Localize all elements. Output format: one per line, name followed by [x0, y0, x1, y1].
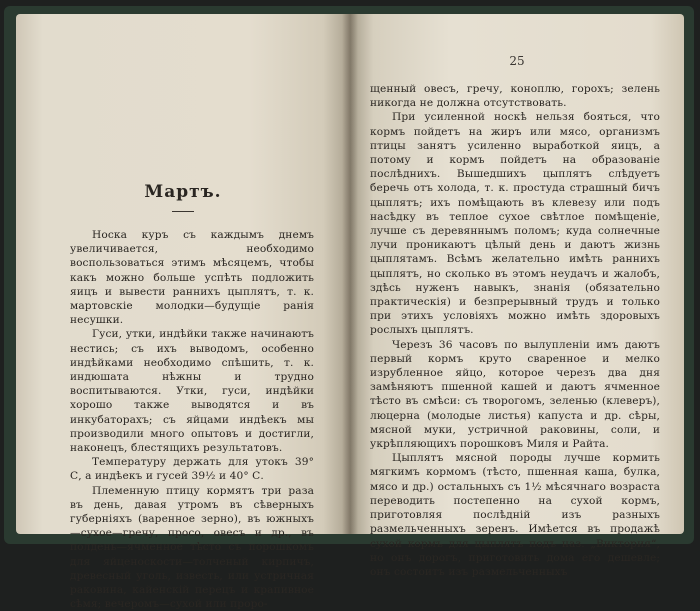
left-page-text: [70, 228, 314, 611]
right-page-text: [370, 82, 660, 579]
paragraph: Носка куръ съ каждымъ днемъ увеличивается, необходимо воспользоваться этимъ мѣсяцемъ, чтобы какъ можно больше успѣть подложить яицъ и вывести раннихъ цыплятъ, т. к. мартовскіе молодки—будущіе ранія несушки.: [70, 229, 314, 327]
chapter-title: Мартъ.: [144, 182, 222, 202]
page-number: 25: [509, 54, 525, 68]
paragraph: Племенную птицу кормятъ три раза въ день, давая утромъ въ сѣверныхъ губерніяхъ (варенное зерно), въ южныхъ—сухое—гречу, просо, овесъ и др., въ полдень—ячменное тѣсто съ порошкомъ для яйценоскости—толченый кирпичъ, древесный уголь, известь, или устричная раковина, кайенскій перецъ и крапивное сѣмя; вечеромъ—сухой или проро-: [70, 484, 314, 611]
paragraph: Температуру держать для утокъ 39° С, а индѣекъ и гусей 39½ и 40° С.: [70, 456, 314, 483]
open-book: [16, 14, 684, 611]
paragraph: При усиленной носкѣ нельзя бояться, что кормъ пойдетъ на жиръ или мясо, организмъ птицы занятъ усиленно выработкой яицъ, а потому и кормъ пойдетъ на образованіе послѣднихъ. Вышедшихъ цыплятъ слѣдуетъ беречь отъ холода, т. к. простуда страшный бичъ цыплятъ; ихъ помѣщають въ клевезу или подъ насѣдку въ теплое сухое свѣтлое помѣщеніе, лучше съ деревяннымъ поломъ; куда солнечные лучи проникаютъ цѣлый день и даютъ жизнь цыплятамъ. Всѣмъ желательно имѣть раннихъ цыплятъ, но сколько въ этомъ неудачъ и жалобъ, здѣсь нуженъ навыкъ, знанія (обязательно практическія) и безпрерывный трудъ и только при этихъ условіяхъ можно имѣть здоровыхъ рослыхъ цыплятъ.: [370, 111, 660, 337]
paragraph: щенный овесъ, гречу, коноплю, горохъ; зелень никогда не должна отсутствовать.: [370, 83, 660, 110]
paragraph: Черезъ 36 часовъ по вылупленіи имъ даютъ первый кормъ круто сваренное и мелко изрубленное яйцо, которое черезъ два дня замѣняютъ пшенной кашей и даютъ ячменное тѣсто въ смѣси: съ творогомъ, зеленью (клеверъ), люцерна (молодые листья) капуста и др. сѣры, мясной муки, устричной раковины, соли, и укрѣпляющихъ порошковъ Миля и Райта.: [370, 338, 660, 451]
paragraph: Цыплятъ мясной породы лучше кормить мягкимъ кормомъ (тѣсто, пшенная каша, булка, мясо и др.) остальныхъ съ 1½ мѣсячнаго возраста переводить постепенно на сухой кормъ, приготовляя послѣдній изъ разныхъ размельченныхъ зеренъ. Имѣется въ продажѣ сухой кормъ для цыплятъ подъ наз. „Виктория“, но онъ дорогъ, приготовить дома его дешевле; онъ состоитъ изъ размельченныхъ: [370, 452, 660, 578]
left-page: [16, 14, 350, 611]
paragraph: Гуси, утки, индѣйки также начинаютъ нестись; съ ихъ выводомъ, особенно индѣйками необходимо спѣшить, т. к. индюшата нѣжны и трудно воспитываются. Утки, гуси, индѣйки хорошо также выводятся и въ инкубаторахъ; съ яйцами индѣекъ мы производили много опытовъ и достигли, наконецъ, блестящихъ результатовъ.: [70, 328, 314, 455]
right-page: [350, 14, 684, 578]
book-gutter: [342, 14, 358, 534]
title-divider: [172, 211, 194, 212]
